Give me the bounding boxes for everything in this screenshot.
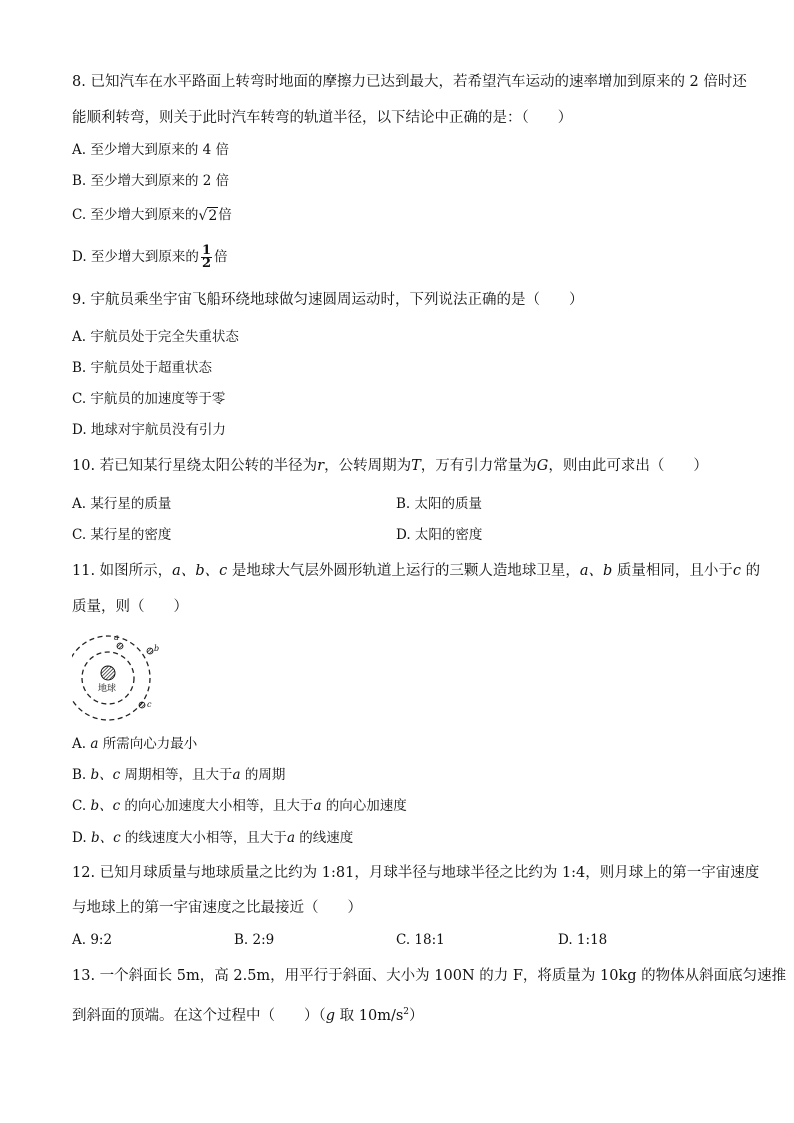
q11-option-c xyxy=(72,796,407,816)
fraction-one-half xyxy=(201,245,212,270)
sqrt-radicand: 2 xyxy=(208,207,218,224)
q11-option-d-text: 的线速度大小相等，且大于 xyxy=(120,830,287,846)
q10-stem-part2: ，公转周期为 xyxy=(324,458,412,474)
q13-stem-part2: 取 10m/s xyxy=(335,1007,404,1024)
q12-option-a: A. 9:2 xyxy=(72,932,113,948)
q10-stem-part3: ，万有引力常量为 xyxy=(420,458,537,474)
q11-var-abc: a、b、c xyxy=(172,563,228,579)
q12-option-c: C. 18:1 xyxy=(396,932,445,948)
q10-option-b: B. 太阳的质量 xyxy=(396,496,483,512)
q8-option-c xyxy=(72,205,232,226)
exponent: 2 xyxy=(403,1007,410,1017)
q13-stem-line1: 13. 一个斜面长 5m，高 2.5m，用平行于斜面、大小为 100N 的力 F，将质量为 10kg 的物体从斜面底匀速推 xyxy=(72,968,787,984)
q8-stem-line1: 8. 已知汽车在水平路面上转弯时地面的摩擦力已达到最大，若希望汽车运动的速率增加到原来的 2 倍时还 xyxy=(72,74,747,90)
q10-stem-part1: 10. 若已知某行星绕太阳公转的半径为 xyxy=(72,458,318,474)
q12-option-d: D. 1:18 xyxy=(558,932,608,948)
q11-stem-part4: 的 xyxy=(741,563,761,579)
q11-option-d-var2: a xyxy=(286,830,295,846)
satellite-orbit-diagram xyxy=(72,628,172,724)
q12-option-b: B. 2:9 xyxy=(234,932,275,948)
q11-option-c-text: 的向心加速度大小相等，且大于 xyxy=(120,798,314,814)
q11-option-a-var: a xyxy=(90,736,99,752)
q11-option-c-var2: a xyxy=(313,798,322,814)
q9-option-b: B. 宇航员处于超重状态 xyxy=(72,360,213,376)
fraction-numerator: 1 xyxy=(201,243,211,258)
q11-option-a-text: 所需向心力最小 xyxy=(98,736,198,752)
var-G: G xyxy=(536,458,549,474)
q8-option-d-suffix: 倍 xyxy=(213,249,228,265)
q8-option-a: A. 至少增大到原来的 4 倍 xyxy=(72,142,230,158)
sqrt-symbol: √2 xyxy=(198,207,218,224)
q11-option-d-letter: D. xyxy=(72,830,91,846)
var-g: g xyxy=(325,1007,336,1024)
satellite-b xyxy=(147,648,153,654)
q12-stem-line2: 与地球上的第一宇宙速度之比最接近（ ） xyxy=(72,900,362,916)
q11-option-b xyxy=(72,765,285,785)
q11-option-b-var2: a xyxy=(232,767,241,783)
satellite-c-label: c xyxy=(147,700,152,709)
q10-option-d: D. 太阳的密度 xyxy=(396,527,483,543)
q11-option-b-text: 周期相等，且大于 xyxy=(120,767,233,783)
var-r: r xyxy=(317,458,325,474)
q9-option-a: A. 宇航员处于完全失重状态 xyxy=(72,329,239,345)
satellite-a xyxy=(117,643,123,649)
satellite-b-label: b xyxy=(154,644,160,653)
earth-label: 地球 xyxy=(98,684,117,694)
q11-option-a-letter: A. xyxy=(72,736,91,752)
q11-stem-part3: 质量相同，且小于 xyxy=(612,563,733,579)
q11-stem-line1 xyxy=(72,561,760,581)
q11-var-ab: a、b xyxy=(579,563,613,579)
q10-stem xyxy=(72,456,708,476)
q11-stem-part1: 11. 如图所示， xyxy=(72,563,173,579)
q8-option-c-suffix: 倍 xyxy=(218,207,232,223)
q11-option-c-var: b、c xyxy=(90,798,121,814)
q11-option-b-letter: B. xyxy=(72,767,91,783)
q11-var-c: c xyxy=(732,563,742,579)
q9-option-d: D. 地球对宇航员没有引力 xyxy=(72,422,226,438)
q11-option-b-suffix: 的周期 xyxy=(240,767,286,783)
q11-stem-line2: 质量，则（ ） xyxy=(72,599,188,615)
q10-stem-part4: ，则由此可求出（ ） xyxy=(548,458,708,474)
q13-stem-part3: ） xyxy=(409,1007,424,1024)
q12-stem-line1: 12. 已知月球质量与地球质量之比约为 1:81，月球半径与地球半径之比约为 1:4，则月球上的第一宇宙速度 xyxy=(72,865,760,881)
q11-option-a xyxy=(72,734,197,754)
q9-stem: 9. 宇航员乘坐宇宙飞船环绕地球做匀速圆周运动时，下列说法正确的是（ ） xyxy=(72,292,584,308)
satellite-c xyxy=(139,702,145,708)
q8-option-d-text: D. 至少增大到原来的 xyxy=(72,249,199,265)
var-T: T xyxy=(411,458,421,474)
q8-option-d xyxy=(72,245,227,270)
q11-option-d xyxy=(72,828,353,848)
q11-option-b-var: b、c xyxy=(90,767,121,783)
q13-stem-part1: 到斜面的顶端。在这个过程中（ ）（ xyxy=(72,1007,326,1024)
satellite-a-label: a xyxy=(114,633,119,642)
q11-option-d-var: b、c xyxy=(90,830,121,846)
q11-option-c-letter: C. xyxy=(72,798,91,814)
q11-stem-part2: 是地球大气层外圆形轨道上运行的三颗人造地球卫星， xyxy=(227,563,580,579)
q11-option-d-suffix: 的线速度 xyxy=(295,830,354,846)
q10-option-c: C. 某行星的密度 xyxy=(72,527,172,543)
q8-option-c-text: C. 至少增大到原来的 xyxy=(72,207,199,223)
q9-option-c: C. 宇航员的加速度等于零 xyxy=(72,391,226,407)
q11-option-c-suffix: 的向心加速度 xyxy=(321,798,407,814)
q10-option-a: A. 某行星的质量 xyxy=(72,496,172,512)
q13-stem-line2 xyxy=(72,1002,424,1026)
q8-stem-line2: 能顺利转弯，则关于此时汽车转弯的轨道半径，以下结论中正确的是：（ ） xyxy=(72,110,573,126)
earth-circle xyxy=(101,666,115,680)
q8-option-b: B. 至少增大到原来的 2 倍 xyxy=(72,173,230,189)
fraction-denominator: 2 xyxy=(201,256,211,271)
